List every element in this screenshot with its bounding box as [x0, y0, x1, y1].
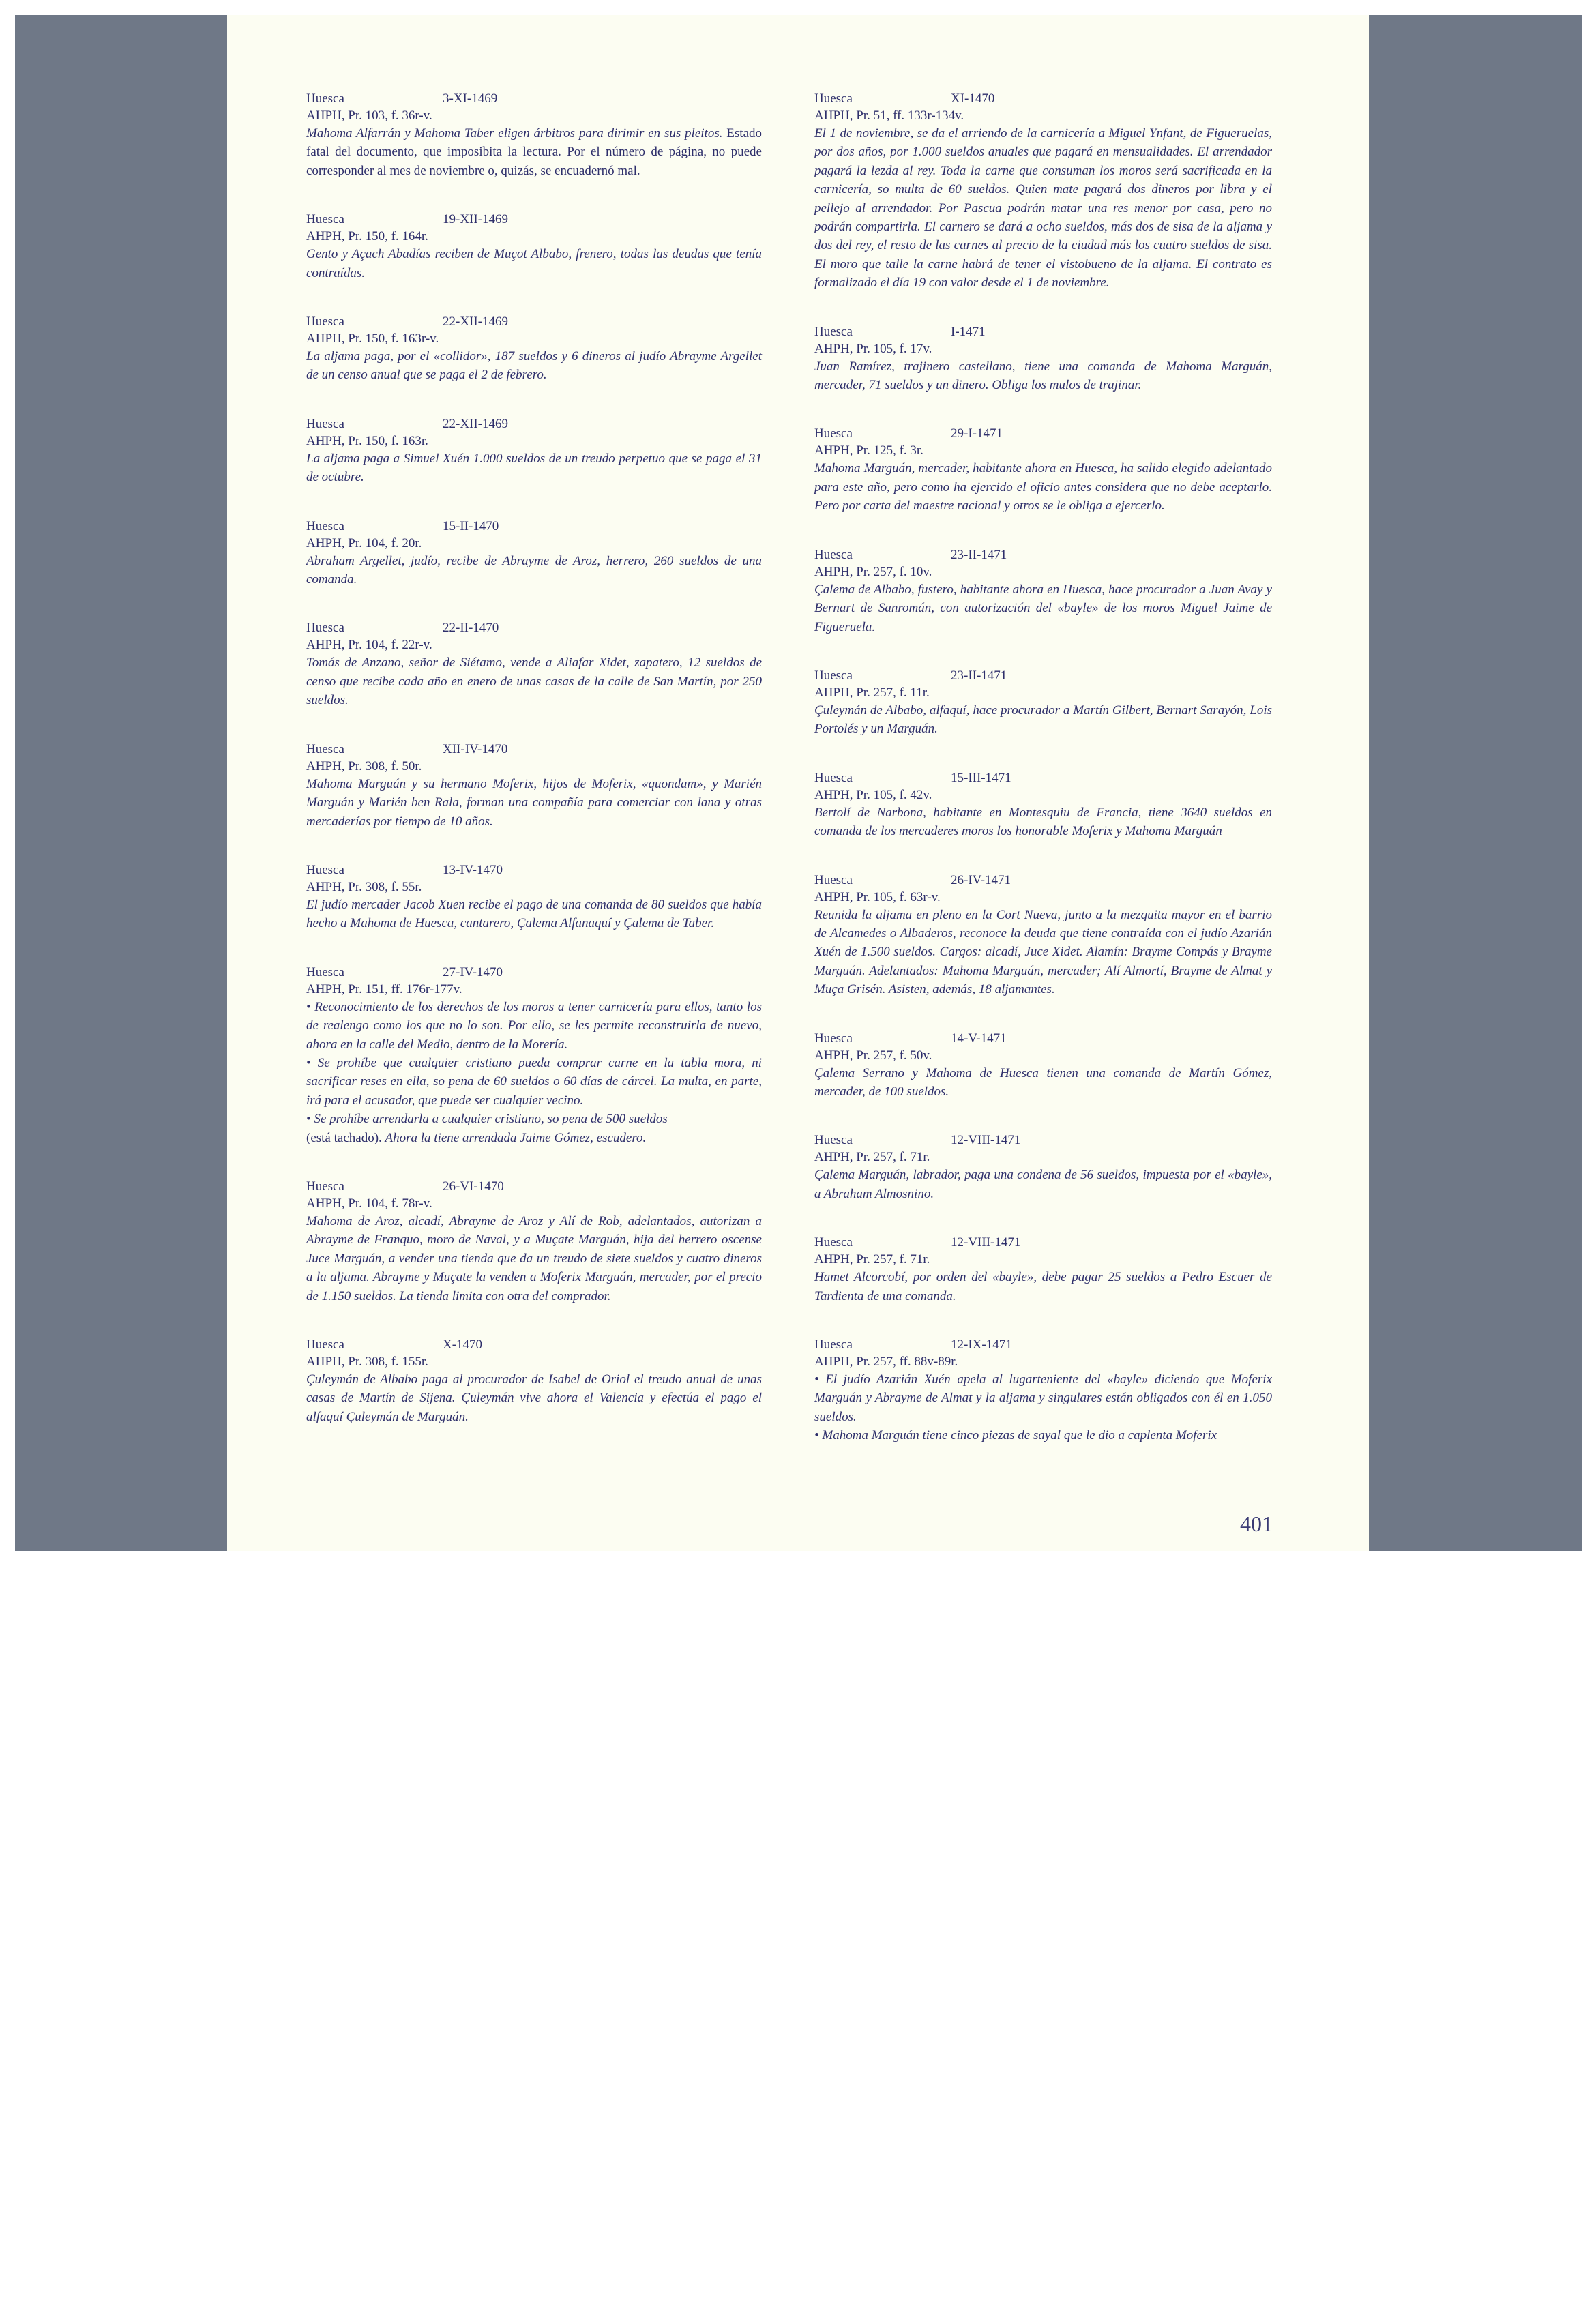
entry-header: [814, 1132, 1272, 1149]
entry-summary: [814, 1166, 1272, 1203]
entry-reference: AHPH, Pr. 151, ff. 176r-177v.: [306, 981, 462, 996]
document-entry: [306, 415, 762, 487]
entry-summary: [814, 1064, 1272, 1102]
entry-summary: [306, 124, 762, 180]
entry-date: 22-XII-1469: [443, 314, 509, 329]
entry-summary: [306, 1370, 762, 1426]
document-entry: [306, 619, 762, 709]
entry-summary: [306, 347, 762, 385]
entry-text: Tomás de Anzano, señor de Siétamo, vende a Aliafar Xidet, zapatero, 12 sueldos de censo que recibe cada año en enero de unas casas de la calle de San Martín, por 250 sueldos.: [306, 655, 762, 708]
entry-date: 29-I-1471: [951, 426, 1003, 441]
entry-place: Huesca: [814, 1031, 853, 1046]
left-column: [306, 90, 762, 1457]
entry-reference: AHPH, Pr. 150, f. 163r.: [306, 433, 428, 448]
entry-header: [306, 619, 762, 636]
entry-text: Bertolí de Narbona, habitante en Montesquiu de Francia, tiene 3640 sueldos en comanda de los mercaderes moros los honorable Moferix y Mahoma Marguán: [814, 805, 1272, 839]
document-entry: [306, 741, 762, 831]
entry-text: Juan Ramírez, trajinero castellano, tiene una comanda de Mahoma Marguán, mercader, 71 sueldos y un dinero. Obliga los mulos de trajinar.: [814, 359, 1272, 393]
entry-summary: [306, 245, 762, 282]
entry-date: 13-IV-1470: [443, 862, 503, 877]
entry-header: [814, 769, 1272, 786]
entry-bullet: • Se prohíbe que cualquier cristiano pueda comprar carne en la tabla mora, ni sacrificar reses en ella, so pena de 60 sueldos o 60 días de cárcel. La multa, en parte, irá para el acusador, que puede ser cualquier vecino.: [306, 1055, 762, 1108]
entry-summary: [814, 357, 1272, 395]
entry-date: 3-XI-1469: [443, 91, 498, 106]
entry-summary: [814, 701, 1272, 739]
entry-date: 23-II-1471: [951, 668, 1007, 683]
entry-date: 22-XII-1469: [443, 416, 509, 431]
entry-reference: AHPH, Pr. 105, f. 42v.: [814, 787, 932, 802]
entry-summary: [814, 459, 1272, 515]
document-entry: [814, 667, 1272, 739]
entry-reference: AHPH, Pr. 125, f. 3r.: [814, 443, 923, 458]
entry-reference: AHPH, Pr. 257, f. 11r.: [814, 685, 930, 700]
entry-place: Huesca: [306, 416, 344, 431]
entry-date: 14-V-1471: [951, 1031, 1007, 1046]
entry-summary: [814, 124, 1272, 293]
entry-bullet: • Se prohíbe arrendarla a cualquier cristiano, so pena de 500 sueldos: [306, 1112, 668, 1127]
entry-place: Huesca: [814, 547, 853, 562]
entry-text: Çalema Serrano y Mahoma de Huesca tienen una comanda de Martín Gómez, mercader, de 100 sueldos.: [814, 1065, 1272, 1099]
document-entry: [306, 1178, 762, 1305]
document-entry: [814, 872, 1272, 999]
entry-place: Huesca: [814, 872, 853, 887]
entry-place: Huesca: [814, 668, 853, 683]
entry-reference: AHPH, Pr. 150, f. 164r.: [306, 229, 428, 244]
entry-text: Hamet Alcorcobí, por orden del «bayle», debe pagar 25 sueldos a Pedro Escuer de Tardienta de una comanda.: [814, 1270, 1272, 1303]
entry-reference: AHPH, Pr. 308, f. 155r.: [306, 1355, 428, 1369]
entry-header: [814, 546, 1272, 563]
entry-text: Mahoma de Aroz, alcadí, Abrayme de Aroz y Alí de Rob, adelantados, autorizan a Abrayme de Franquo, moro de Naval, y a Muçate Marguán, hija del herrero oscense Juce Marguán, a vender una tienda que da un treudo de siete sueldos y cuatro dineros a la aljama. Abrayme y Muçate la venden a Moferix Marguán, mercader, por el precio de 1.150 sueldos. La tienda limita con otra del comprador.: [306, 1213, 762, 1303]
document-entry: [306, 313, 762, 385]
entry-header: [306, 90, 762, 107]
entry-text: Çalema de Albabo, fustero, habitante ahora en Huesca, hace procurador a Juan Avay y Bernart de Sanromán, con autorización del «bayle» de los moros Miguel Jaime de Figueruela.: [814, 582, 1272, 634]
entry-text: Mahoma Marguán y su hermano Moferix, hijos de Moferix, «quondam», y Marién Marguán y Marién ben Rala, forman una compañía para comerciar con lana y otras mercaderías por tiempo de 10 años.: [306, 776, 762, 829]
entry-reference: AHPH, Pr. 104, f. 22r-v.: [306, 638, 432, 653]
entry-header: [306, 964, 762, 981]
document-entry: [814, 769, 1272, 841]
entry-header: [814, 90, 1272, 107]
entry-reference: AHPH, Pr. 257, f. 71r.: [814, 1252, 930, 1267]
entry-reference: AHPH, Pr. 105, f. 17v.: [814, 341, 932, 356]
entry-text: Abraham Argellet, judío, recibe de Abrayme de Aroz, herrero, 260 sueldos de una comanda.: [306, 553, 762, 587]
entry-summary: [814, 906, 1272, 999]
entry-summary: [306, 653, 762, 709]
entry-place: Huesca: [306, 741, 344, 756]
document-entry: [814, 1030, 1272, 1102]
entry-note: (está tachado).: [306, 1130, 385, 1145]
document-entry: [306, 211, 762, 282]
entry-text: El 1 de noviembre, se da el arriendo de la carnicería a Miguel Ynfant, de Figueruelas, por dos años, por 1.000 sueldos anuales que pagará en mensualidades. El arrendador pagará la lezda al rey. Toda la carne que consuman los moros será sacrificada en la carnicería, so multa de 60 sueldos. Quien mate pagará dos dineros por libra y el pellejo al arrendador. Por Pascua podrán matar una res menor por casa, pero no podrán compartirla. El carnero se dará a ocho sueldos, más dos de sisa de la aljama y dos del rey, el resto de las carnes al precio de la ciudad más los cuatro sueldos de sisa. El moro que talle la carne habrá de tener el vistobueno de la aljama. El contrato es formalizado el día 19 con valor desde el 1 de noviembre.: [814, 126, 1272, 291]
document-entry: [814, 546, 1272, 636]
entry-reference: AHPH, Pr. 257, f. 71r.: [814, 1150, 930, 1165]
entry-summary: [814, 1268, 1272, 1305]
entry-header: [306, 211, 762, 228]
document-entry: [814, 90, 1272, 293]
document-entry: [306, 964, 762, 1147]
entry-summary: [306, 552, 762, 589]
entry-date: 23-II-1471: [951, 547, 1007, 562]
entry-place: Huesca: [814, 1235, 853, 1250]
document-entry: [814, 425, 1272, 515]
entry-place: Huesca: [814, 426, 853, 441]
entry-header: [814, 425, 1272, 442]
entry-reference: AHPH, Pr. 257, f. 10v.: [814, 564, 932, 579]
entry-text: La aljama paga a Simuel Xuén 1.000 sueldos de un treudo perpetuo que se paga el 31 de octubre.: [306, 451, 762, 485]
entry-text: Ahora la tiene arrendada Jaime Gómez, escudero.: [385, 1130, 647, 1145]
entry-header: [306, 313, 762, 330]
entry-place: Huesca: [306, 862, 344, 877]
entry-header: [306, 415, 762, 432]
entry-place: Huesca: [306, 964, 344, 979]
document-entry: [306, 518, 762, 589]
entry-text: Reunida la aljama en pleno en la Cort Nueva, junto a la mezquita mayor en el barrio de Alcamedes o Albaderos, reconoce la deuda que tiene contraída con el judío Azarián Xuén de 1.500 sueldos. Cargos: alcadí, Juce Xidet. Alamín: Brayme Compás y Brayme Marguán. Adelantados: Mahoma Marguán, mercader; Alí Almortí, Brayme de Almat y Muça Grisén. Asisten, además, 18 aljamantes.: [814, 907, 1272, 997]
entry-reference: AHPH, Pr. 51, ff. 133r-134v.: [814, 108, 964, 123]
entry-text: Mahoma Alfarrán y Mahoma Taber eligen árbitros para dirimir en sus pleitos.: [306, 126, 723, 141]
entry-bullet: • Mahoma Marguán tiene cinco piezas de sayal que le dio a caplenta Moferix: [814, 1428, 1217, 1443]
right-column: [814, 90, 1272, 1476]
entry-reference: AHPH, Pr. 104, f. 78r-v.: [306, 1196, 432, 1211]
entry-summary: [306, 775, 762, 831]
entry-summary: [814, 1370, 1272, 1445]
entry-date: 22-II-1470: [443, 621, 499, 636]
entry-summary: [814, 803, 1272, 841]
document-entry: [306, 1336, 762, 1426]
entry-text: Gento y Açach Abadías reciben de Muçot Albabo, frenero, todas las deudas que tenía contraídas.: [306, 247, 762, 280]
entry-header: [306, 1178, 762, 1195]
entry-date: 19-XII-1469: [443, 212, 509, 227]
entry-date: 15-III-1471: [951, 770, 1011, 785]
entry-summary: [306, 1212, 762, 1305]
entry-header: [306, 741, 762, 758]
document-entry: [814, 323, 1272, 395]
entry-header: [814, 323, 1272, 340]
entry-reference: AHPH, Pr. 257, ff. 88v-89r.: [814, 1355, 958, 1369]
entry-place: Huesca: [306, 314, 344, 329]
entry-header: [814, 872, 1272, 889]
entry-reference: AHPH, Pr. 103, f. 36r-v.: [306, 108, 432, 123]
entry-header: [814, 1030, 1272, 1047]
document-entry: [306, 90, 762, 180]
entry-header: [814, 1336, 1272, 1353]
entry-date: 15-II-1470: [443, 518, 499, 533]
entry-date: 26-IV-1471: [951, 872, 1011, 887]
entry-reference: AHPH, Pr. 308, f. 55r.: [306, 879, 422, 894]
entry-text: Çuleymán de Albabo paga al procurador de Isabel de Oriol el treudo anual de unas casas de Martín de Sijena. Çuleymán vive ahora el Valencia y efectúa el pago el alfaquí Çuleymán de Marguán.: [306, 1372, 762, 1424]
entry-bullet: • Reconocimiento de los derechos de los moros a tener carnicería para ellos, tanto los de realengo como los que no lo son. Por ello, se les permite reconstruirla de nuevo, ahora en la calle del Medio, dentro de la Morería.: [306, 999, 762, 1052]
entry-place: Huesca: [306, 518, 344, 533]
entry-text: Çuleymán de Albabo, alfaquí, hace procurador a Martín Gilbert, Bernart Sarayón, Lois Portolés y un Marguán.: [814, 703, 1272, 737]
entry-reference: AHPH, Pr. 257, f. 50v.: [814, 1048, 932, 1063]
document-entry: [814, 1234, 1272, 1305]
entry-text: El judío mercader Jacob Xuen recibe el pago de una comanda de 80 sueldos que había hecho a Mahoma de Huesca, cantarero, Çalema Alfanaquí y Çalema de Taber.: [306, 897, 762, 931]
entry-date: I-1471: [951, 324, 986, 339]
entry-reference: AHPH, Pr. 308, f. 50r.: [306, 758, 422, 773]
entry-header: [306, 518, 762, 535]
entry-reference: AHPH, Pr. 104, f. 20r.: [306, 535, 422, 550]
document-entry: [306, 861, 762, 933]
entry-place: Huesca: [306, 1179, 344, 1194]
entry-summary: [306, 896, 762, 933]
entry-header: [814, 1234, 1272, 1251]
entry-date: 27-IV-1470: [443, 964, 503, 979]
entry-date: XII-IV-1470: [443, 741, 508, 756]
entry-date: 12-IX-1471: [951, 1338, 1012, 1352]
entry-place: Huesca: [814, 770, 853, 785]
entry-summary: [306, 998, 762, 1147]
entry-date: 26-VI-1470: [443, 1179, 504, 1194]
entry-text: Çalema Marguán, labrador, paga una condena de 56 sueldos, impuesta por el «bayle», a Abraham Almosnino.: [814, 1168, 1272, 1201]
document-entry: [814, 1336, 1272, 1445]
entry-place: Huesca: [814, 324, 853, 339]
entry-place: Huesca: [306, 91, 344, 106]
entry-place: Huesca: [306, 212, 344, 227]
document-entry: [814, 1132, 1272, 1203]
entry-text: La aljama paga, por el «collidor», 187 sueldos y 6 dineros al judío Abrayme Argellet de un censo anual que se paga el 2 de febrero.: [306, 349, 762, 383]
entry-text: Mahoma Marguán, mercader, habitante ahora en Huesca, ha salido elegido adelantado para este año, pero como ha ejercido el oficio antes considera que no debe aceptarlo. Pero por carta del maestre racional y otros se le obliga a ejercerlo.: [814, 461, 1272, 514]
entry-place: Huesca: [306, 1338, 344, 1352]
page-number: 401: [1240, 1511, 1273, 1536]
entry-place: Huesca: [306, 621, 344, 636]
entry-date: 12-VIII-1471: [951, 1133, 1021, 1148]
entry-place: Huesca: [814, 1338, 853, 1352]
entry-place: Huesca: [814, 91, 853, 106]
entry-header: [814, 667, 1272, 684]
entry-place: Huesca: [814, 1133, 853, 1148]
entry-header: [306, 1336, 762, 1353]
entry-summary: [814, 580, 1272, 636]
entry-date: XI-1470: [951, 91, 995, 106]
entry-date: X-1470: [443, 1338, 483, 1352]
entry-summary: [306, 449, 762, 487]
entry-header: [306, 861, 762, 878]
entry-date: 12-VIII-1471: [951, 1235, 1021, 1250]
entry-bullet: • El judío Azarián Xuén apela al lugarteniente del «bayle» diciendo que Moferix Marguán y Abrayme de Almat y la aljama y singulares están obligados con él en 1.050 sueldos.: [814, 1372, 1272, 1424]
entry-reference: AHPH, Pr. 105, f. 63r-v.: [814, 889, 941, 904]
entry-reference: AHPH, Pr. 150, f. 163r-v.: [306, 331, 439, 346]
entry-note: Estado fatal del documento, que imposibita la lectura. Por el número de página, no puede corresponder al mes de noviembre o, quizás, se encuadernó mal.: [306, 126, 763, 178]
